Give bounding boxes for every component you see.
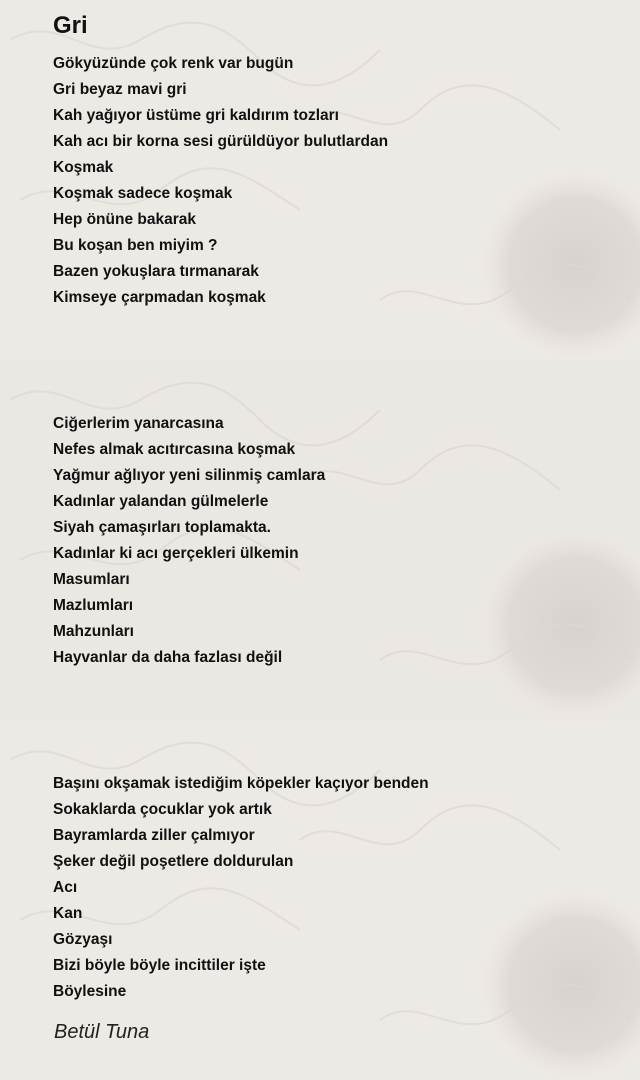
poem-stanza-1	[53, 51, 388, 311]
poem-line: Gözyaşı	[53, 931, 113, 948]
poem-line: Hep önüne bakarak	[53, 211, 196, 228]
poem-line: Kimseye çarpmadan koşmak	[53, 289, 266, 306]
poem-line: Mahzunları	[53, 623, 134, 640]
poem-line: Yağmur ağlıyor yeni silinmiş camlara	[53, 467, 326, 484]
poem-line: Bazen yokuşlara tırmanarak	[53, 263, 259, 280]
poem-line: Gri beyaz mavi gri	[53, 81, 187, 98]
poem-line: Böylesine	[53, 983, 127, 1000]
poem-line: Mazlumları	[53, 597, 134, 614]
poem-line: Ciğerlerim yanarcasına	[53, 415, 224, 432]
poem-line: Bizi böyle böyle incittiler işte	[53, 957, 266, 974]
poem-line: Bu koşan ben miyim ?	[53, 237, 218, 254]
poem-line: Şeker değil poşetlere doldurulan	[53, 853, 294, 870]
poem-line: Hayvanlar da daha fazlası değil	[53, 649, 283, 666]
poem-line: Masumları	[53, 571, 130, 588]
poem-line: Bayramlarda ziller çalmıyor	[53, 827, 255, 844]
poem-line: Başını okşamak istediğim köpekler kaçıyor benden	[53, 775, 429, 792]
poem-line: Koşmak	[53, 159, 114, 176]
poem-line: Kah acı bir korna sesi gürüldüyor bulutlardan	[53, 133, 389, 150]
poem-title: Gri	[53, 12, 88, 39]
poem-line: Acı	[53, 879, 78, 896]
poem-line: Koşmak sadece koşmak	[53, 185, 233, 202]
poem-line: Nefes almak acıtırcasına koşmak	[53, 441, 296, 458]
poem-line: Kadınlar yalandan gülmelerle	[53, 493, 269, 510]
poem-line: Kah yağıyor üstüme gri kaldırım tozları	[53, 107, 339, 124]
poem-stanza-3	[53, 771, 429, 1005]
poem-line: Siyah çamaşırları toplamakta.	[53, 519, 271, 536]
poem-stanza-2	[53, 411, 325, 671]
poem-line: Kadınlar ki acı gerçekleri ülkemin	[53, 545, 299, 562]
poem-line: Sokaklarda çocuklar yok artık	[53, 801, 272, 818]
poem-line: Kan	[53, 905, 83, 922]
poem-author: Betül Tuna	[54, 1021, 150, 1043]
poem-line: Gökyüzünde çok renk var bugün	[53, 55, 294, 72]
